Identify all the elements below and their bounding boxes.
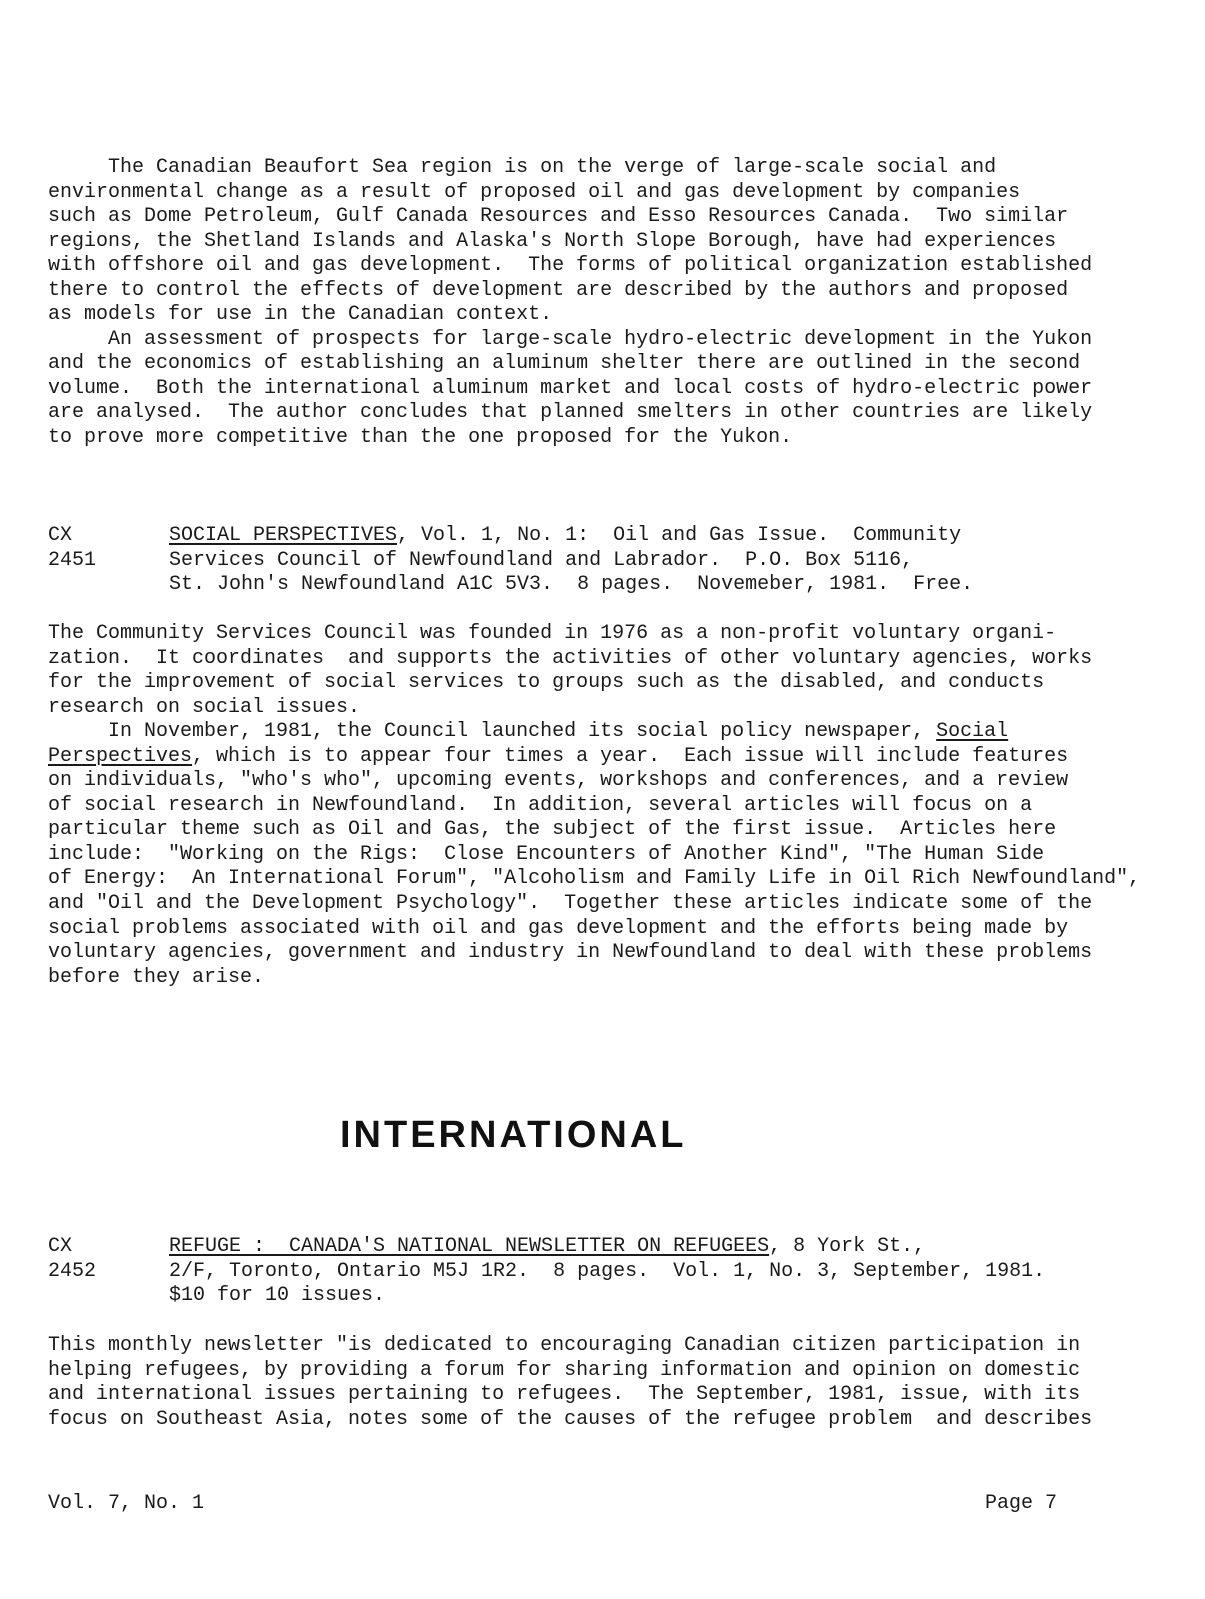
underlined-title: Social <box>936 720 1009 744</box>
text-segment: In November, 1981, the Council launched its social policy newspaper, <box>48 720 937 744</box>
text-segment: include: "Working on the Rigs: Close Encounters of Another Kind", "The Human Side <box>48 842 1045 866</box>
underlined-title: REFUGE : CANADA'S NATIONAL NEWSLETTER ON REFUGEES <box>169 1235 770 1258</box>
text-line <box>48 892 1140 917</box>
underlined-title: SOCIAL PERSPECTIVES <box>169 524 398 547</box>
text-segment: particular theme such as Oil and Gas, the subject of the first issue. Articles here <box>48 818 1057 842</box>
text-line <box>48 966 1140 991</box>
text-segment: social problems associated with oil and gas development and the efforts being made by <box>48 916 1069 940</box>
text-line: This monthly newsletter "is dedicated to encouraging Canadian citizen participation in <box>48 1334 1081 1357</box>
text-segment: The Community Services Council was founded in 1976 as a non-profit voluntary organi- <box>48 622 1057 645</box>
paragraph-beaufort-sea <box>48 156 1092 451</box>
entry-number <box>48 524 96 573</box>
text-line <box>169 549 973 574</box>
text-line <box>169 1260 1045 1285</box>
text-line: with offshore oil and gas development. The forms of political organization established <box>48 254 1093 278</box>
text-line <box>48 647 1140 672</box>
text-segment: and "Oil and the Development Psychology". Together these articles indicate some of the <box>48 892 1093 916</box>
footer-volume: Vol. 7, No. 1 <box>48 1492 205 1515</box>
text-line <box>169 1284 1045 1309</box>
text-line: volume. Both the international aluminum market and local costs of hydro-electric power <box>48 376 1093 400</box>
text-line <box>48 745 1140 770</box>
text-segment: of social research in Newfoundland. In addition, several articles will focus on a <box>48 793 1033 817</box>
text-segment: research on social issues. <box>48 695 361 719</box>
text-segment: , Vol. 1, No. 1: Oil and Gas Issue. Community <box>397 524 962 547</box>
text-line <box>48 671 1140 696</box>
text-line <box>169 524 973 549</box>
text-line <box>48 794 1140 819</box>
text-segment: $10 for 10 issues. <box>169 1284 386 1308</box>
text-line <box>48 696 1140 721</box>
text-line: An assessment of prospects for large-scale hydro-electric development in the Yukon <box>48 327 1093 351</box>
text-line <box>48 769 1140 794</box>
entry-cx-2452 <box>0 1235 1205 1315</box>
text-line: focus on Southeast Asia, notes some of the causes of the refugee problem and describes <box>48 1407 1093 1431</box>
underlined-title: Perspectives <box>48 744 193 768</box>
text-line: there to control the effects of development are described by the authors and proposed <box>48 278 1069 302</box>
text-line: such as Dome Petroleum, Gulf Canada Resources and Esso Resources Canada. Two similar <box>48 205 1069 229</box>
text-line <box>48 720 1140 745</box>
entry-code: CX <box>48 1235 73 1258</box>
text-line: environmental change as a result of proposed oil and gas development by companies <box>48 180 1021 204</box>
text-segment: before they arise. <box>48 965 265 989</box>
paragraph-community-services <box>48 622 1140 990</box>
text-line <box>48 941 1140 966</box>
text-line: and international issues pertaining to refugees. The September, 1981, issue, with its <box>48 1383 1081 1407</box>
text-segment: St. John's Newfoundland A1C 5V3. 8 pages. Novemeber, 1981. Free. <box>169 573 974 597</box>
text-line <box>48 843 1140 868</box>
text-line: helping refugees, by providing a forum for sharing information and opinion on domestic <box>48 1358 1081 1382</box>
footer-page-number: Page 7 <box>985 1492 1058 1515</box>
text-line <box>48 917 1140 942</box>
text-line: regions, the Shetland Islands and Alaska's North Slope Borough, have had experiences <box>48 229 1057 253</box>
text-line <box>169 573 973 598</box>
text-line: to prove more competitive than the one proposed for the Yukon. <box>48 426 793 450</box>
entry-citation <box>169 1235 1045 1309</box>
text-segment: Services Council of Newfoundland and Labrador. P.O. Box 5116, <box>169 548 914 572</box>
text-segment: , 8 York St., <box>769 1235 926 1258</box>
entry-number <box>48 1235 96 1284</box>
text-segment: for the improvement of social services to groups such as the disabled, and conducts <box>48 671 1045 695</box>
text-segment: on individuals, "who's who", upcoming events, workshops and conferences, and a review <box>48 769 1069 793</box>
text-segment: of Energy: An International Forum", "Alcoholism and Family Life in Oil Rich Newfoundland", <box>48 867 1141 891</box>
text-line: and the economics of establishing an aluminum shelter there are outlined in the second <box>48 352 1081 376</box>
entry-id: 2451 <box>48 548 97 572</box>
text-segment: zation. It coordinates and supports the activities of other voluntary agencies, works <box>48 646 1093 670</box>
text-segment: voluntary agencies, government and industry in Newfoundland to deal with these problems <box>48 941 1093 965</box>
text-segment: 2/F, Toronto, Ontario M5J 1R2. 8 pages. Vol. 1, No. 3, September, 1981. <box>169 1259 1046 1283</box>
entry-citation <box>169 524 973 598</box>
text-line <box>48 818 1140 843</box>
entry-cx-2451 <box>0 524 1205 604</box>
text-line <box>169 1235 1045 1260</box>
text-line: The Canadian Beaufort Sea region is on the verge of large-scale social and <box>48 156 997 179</box>
text-segment: , which is to appear four times a year. Each issue will include features <box>192 744 1069 768</box>
entry-code: CX <box>48 524 73 547</box>
entry-id: 2452 <box>48 1259 97 1283</box>
text-line <box>48 867 1140 892</box>
text-line <box>48 622 1140 647</box>
paragraph-refuge <box>48 1334 1092 1432</box>
text-line: as models for use in the Canadian context. <box>48 303 553 327</box>
text-line: are analysed. The author concludes that planned smelters in other countries are likely <box>48 401 1093 425</box>
section-heading: INTERNATIONAL <box>340 1114 687 1156</box>
